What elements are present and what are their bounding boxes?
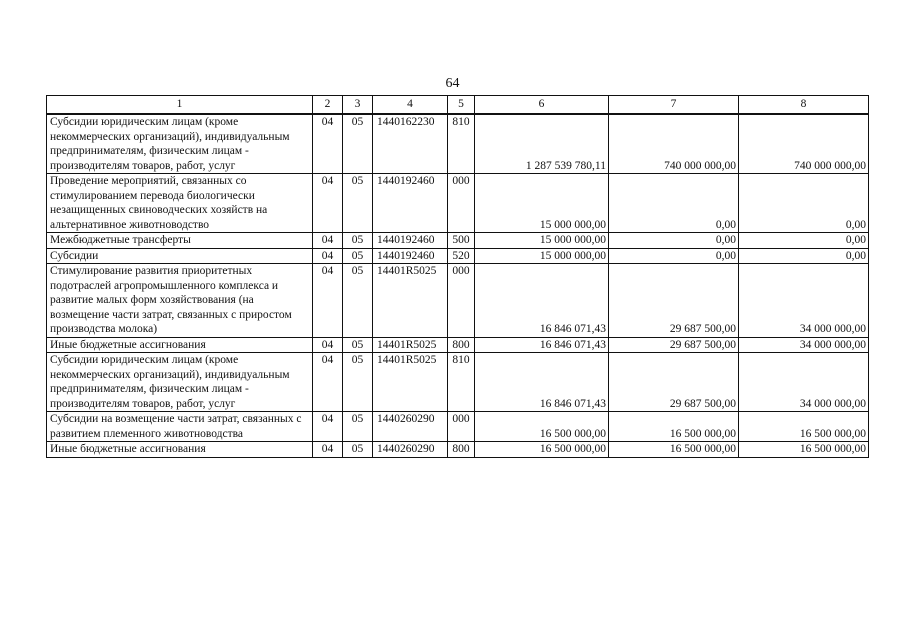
row-name: Иные бюджетные ассигнования — [47, 337, 313, 353]
amount-year-3: 0,00 — [739, 248, 869, 264]
expense-type-code: 810 — [448, 114, 475, 174]
amount-year-1: 15 000 000,00 — [475, 233, 609, 249]
amount-year-3: 16 500 000,00 — [739, 442, 869, 458]
subsection-code: 05 — [343, 248, 373, 264]
header-col-4: 4 — [373, 96, 448, 115]
page-number: 64 — [445, 76, 460, 91]
amount-year-3: 740 000 000,00 — [739, 114, 869, 174]
amount-year-2: 16 500 000,00 — [609, 412, 739, 442]
amount-year-1: 16 500 000,00 — [475, 442, 609, 458]
section-code: 04 — [313, 233, 343, 249]
target-article-code: 14401R5025 — [373, 337, 448, 353]
amount-year-3: 16 500 000,00 — [739, 412, 869, 442]
row-name: Стимулирование развития приоритетных подотраслей агропромышленного комплекса и развитие малых форм хозяйствования (на возмещение части затрат, связанных с приростом производства молока) — [47, 264, 313, 338]
section-code: 04 — [313, 412, 343, 442]
row-name: Субсидии — [47, 248, 313, 264]
header-col-2: 2 — [313, 96, 343, 115]
header-col-5: 5 — [448, 96, 475, 115]
header-col-6: 6 — [475, 96, 609, 115]
target-article-code: 1440192460 — [373, 174, 448, 233]
amount-year-2: 16 500 000,00 — [609, 442, 739, 458]
table-row — [47, 114, 869, 174]
expense-type-code: 800 — [448, 337, 475, 353]
header-col-3: 3 — [343, 96, 373, 115]
amount-year-2: 740 000 000,00 — [609, 114, 739, 174]
target-article-code: 1440162230 — [373, 114, 448, 174]
table-row — [47, 248, 869, 264]
table-row — [47, 264, 869, 338]
amount-year-1: 1 287 539 780,11 — [475, 114, 609, 174]
header-col-7: 7 — [609, 96, 739, 115]
amount-year-2: 29 687 500,00 — [609, 353, 739, 412]
row-name: Иные бюджетные ассигнования — [47, 442, 313, 458]
amount-year-2: 29 687 500,00 — [609, 264, 739, 338]
section-code: 04 — [313, 353, 343, 412]
expense-type-code: 500 — [448, 233, 475, 249]
amount-year-2: 29 687 500,00 — [609, 337, 739, 353]
table-row — [47, 233, 869, 249]
row-name: Субсидии на возмещение части затрат, связанных с развитием племенного животноводства — [47, 412, 313, 442]
subsection-code: 05 — [343, 442, 373, 458]
section-code: 04 — [313, 248, 343, 264]
row-name: Субсидии юридическим лицам (кроме некоммерческих организаций), индивидуальным предпринимателям, физическим лицам - производителям товаров, работ, услуг — [47, 353, 313, 412]
row-name: Проведение мероприятий, связанных со стимулированием перевода биологически незащищенных свиноводческих хозяйств на альтернативное животноводство — [47, 174, 313, 233]
amount-year-1: 16 846 071,43 — [475, 337, 609, 353]
target-article-code: 14401R5025 — [373, 264, 448, 338]
section-code: 04 — [313, 337, 343, 353]
amount-year-3: 0,00 — [739, 174, 869, 233]
section-code: 04 — [313, 442, 343, 458]
subsection-code: 05 — [343, 114, 373, 174]
amount-year-2: 0,00 — [609, 248, 739, 264]
subsection-code: 05 — [343, 233, 373, 249]
table-row — [47, 412, 869, 442]
target-article-code: 1440260290 — [373, 442, 448, 458]
amount-year-2: 0,00 — [609, 233, 739, 249]
row-name: Субсидии юридическим лицам (кроме некоммерческих организаций), индивидуальным предпринимателям, физическим лицам - производителям товаров, работ, услуг — [47, 114, 313, 174]
subsection-code: 05 — [343, 174, 373, 233]
row-name: Межбюджетные трансферты — [47, 233, 313, 249]
amount-year-3: 34 000 000,00 — [739, 264, 869, 338]
table-row — [47, 442, 869, 458]
section-code: 04 — [313, 114, 343, 174]
target-article-code: 1440260290 — [373, 412, 448, 442]
header-col-8: 8 — [739, 96, 869, 115]
subsection-code: 05 — [343, 412, 373, 442]
amount-year-1: 16 500 000,00 — [475, 412, 609, 442]
target-article-code: 14401R5025 — [373, 353, 448, 412]
section-code: 04 — [313, 264, 343, 338]
expense-type-code: 810 — [448, 353, 475, 412]
amount-year-3: 34 000 000,00 — [739, 353, 869, 412]
amount-year-2: 0,00 — [609, 174, 739, 233]
amount-year-3: 0,00 — [739, 233, 869, 249]
section-code: 04 — [313, 174, 343, 233]
subsection-code: 05 — [343, 353, 373, 412]
amount-year-1: 15 000 000,00 — [475, 174, 609, 233]
table-row — [47, 174, 869, 233]
expense-type-code: 800 — [448, 442, 475, 458]
table-row — [47, 353, 869, 412]
expense-type-code: 520 — [448, 248, 475, 264]
expense-type-code: 000 — [448, 264, 475, 338]
target-article-code: 1440192460 — [373, 248, 448, 264]
amount-year-1: 16 846 071,43 — [475, 353, 609, 412]
budget-table — [46, 95, 869, 458]
header-col-1: 1 — [47, 96, 313, 115]
expense-type-code: 000 — [448, 412, 475, 442]
expense-type-code: 000 — [448, 174, 475, 233]
amount-year-3: 34 000 000,00 — [739, 337, 869, 353]
amount-year-1: 16 846 071,43 — [475, 264, 609, 338]
target-article-code: 1440192460 — [373, 233, 448, 249]
header-row — [47, 96, 869, 115]
subsection-code: 05 — [343, 264, 373, 338]
subsection-code: 05 — [343, 337, 373, 353]
amount-year-1: 15 000 000,00 — [475, 248, 609, 264]
table-row — [47, 337, 869, 353]
